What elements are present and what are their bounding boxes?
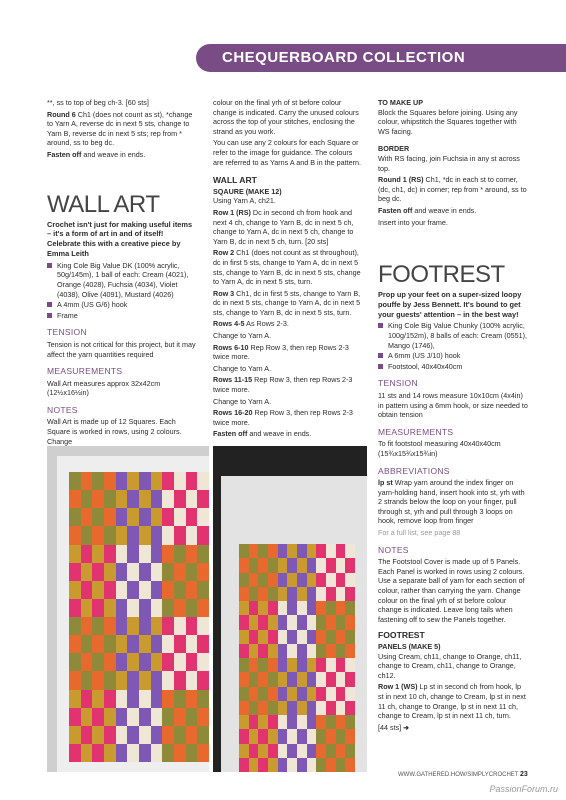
material-item: Footstool, 40x40x40cm (378, 362, 528, 372)
page-footer (398, 771, 548, 778)
footrest-pattern-heading: FOOTREST (378, 630, 425, 641)
column-3-top (378, 98, 528, 229)
footrest-intro: Prop up your feet on a super-sized loopy pouffe by Jess Bennett. It's bound to get your guests' attention – in the best way! (378, 290, 522, 319)
material-item: A 6mm (US J/10) hook (378, 351, 528, 361)
tension-heading: TENSION (47, 327, 87, 338)
pattern-row: Change to Yarn A. (213, 363, 272, 373)
chequerboard-grid (239, 544, 355, 772)
footrest-title: FOOTREST (378, 261, 505, 288)
pattern-row: Fasten off and weave in ends. (213, 429, 312, 439)
material-item: A 4mm (US G/6) hook (47, 300, 197, 310)
insert-text: Insert into your frame. (378, 217, 448, 227)
fasten-off-text: Fasten off and weave in ends. (47, 149, 146, 159)
tension-text: Tension is not critical for this project, but it may affect the yarn quantities required (47, 339, 196, 359)
footer-url: WWW.GATHERED.HOW/SIMPLYCROCHET (398, 772, 519, 778)
border-heading: BORDER (378, 144, 410, 154)
footrest-notes-heading: NOTES (378, 544, 409, 555)
chequerboard-grid (69, 472, 209, 762)
panels-subheading: PANELS (MAKE 5) (378, 642, 441, 652)
measurements-text: Wall Art measures approx 32x42cm (12½x16½in) (47, 378, 161, 398)
materials-list (47, 261, 197, 321)
watermark: PassionForum.ru (489, 784, 558, 794)
panels-row1-end: [44 sts] ➜ (378, 722, 410, 732)
measurements-heading: MEASUREMENTS (47, 366, 123, 377)
footrest-tension: 11 sts and 14 rows measure 10x10cm (4x4in) in pattern using a 6mm hook, or size needed to obtain tension (378, 390, 528, 420)
material-item: King Cole Big Value DK (100% acrylic, 50g/145m), 1 ball of each: Cream (4021), Orange (4028), Fuchsia (4034), Violet (4038), Olive (4091), Mustard (4026) (47, 261, 197, 299)
section-banner: CHEQUERBOARD COLLECTION (196, 44, 566, 72)
column-3-bottom (378, 262, 528, 734)
start-text: Using Yarn A, ch21. (213, 196, 276, 206)
square-subheading: SQAURE (MAKE 12) (213, 186, 282, 196)
notes-cont-2: You can use any 2 colours for each Square or refer to the image for guidance. The colours are referred to as Yarns A and B in the pattern. (213, 138, 361, 167)
pattern-row: Change to Yarn A. (213, 331, 272, 341)
panels-row1: Row 1 (WS) Lp st in second ch from hook, lp st in next 10 ch, change to Cream, lp st in next 11 ch, change to Orange, lp st in next 11 ch, change to Cream, lp st in next 11 ch, turn. (378, 682, 526, 721)
pattern-row: Change to Yarn A. (213, 396, 272, 406)
border-round1: Round 1 (RS) Ch1, *dc in each st to corner, (dc, ch1, dc) in corner; rep from * around, ss to beg dc. (378, 175, 527, 204)
wall-art-title: WALL ART (47, 190, 160, 218)
notes-cont: colour on the final yrh of st before colour change is indicated. Carry the unused colours across the top of your stitches, enclosing the strand as you work. (213, 98, 359, 136)
abbreviations-text: lp st Wrap yarn around the index finger on yarn-holding hand, insert hook into st, yrh with 2 strands below the loop on your finger, pull through st, yrh and pull through 3 loops on hook, remove loop from finger (378, 478, 525, 526)
make-up-text: Block the Squares before joining. Using any colour, whipstitch the Squares together with WS facing. (378, 107, 518, 136)
pattern-heading: WALL ART (213, 175, 257, 186)
pattern-row: Rows 6-10 Rep Row 3, then rep Rows 2-3 twice more. (213, 342, 349, 362)
material-item: Frame (47, 311, 197, 321)
border-fasten: Fasten off and weave in ends. (378, 205, 477, 215)
pattern-row: Row 2 Ch1 (does not count as st throughout), dc in first 5 sts, change to Yarn A, dc in next 5 sts, change to Yarn B, dc in next 5 sts, change to Yarn A, dc in next 5 sts, turn. (213, 248, 361, 287)
abbreviations-more: For a full list, see page 88 (378, 528, 461, 538)
footrest-materials (378, 321, 528, 371)
column-1 (47, 98, 197, 448)
material-item: King Cole Big Value Chunky (100% acrylic, 100g/152m), 8 balls of each: Cream (0551), Mango (1746), (378, 321, 528, 350)
page-number: 23 (520, 771, 528, 778)
column-2 (213, 98, 363, 441)
pattern-row: Rows 16-20 Rep Row 3, then rep Rows 2-3 twice more. (213, 408, 353, 427)
border-text: With RS facing, join Fuchsia in any st across top. (378, 153, 520, 173)
pattern-row: Rows 4-5 As Rows 2-3. (213, 319, 289, 329)
pattern-rows (213, 208, 363, 439)
wall-art-intro: Crochet isn't just for making useful items – it's a form of art in and of itself! Celebrate this with a creative piece by Emma Leith (47, 219, 193, 258)
wall-art-photo-2 (213, 446, 367, 772)
make-up-heading: TO MAKE UP (378, 98, 423, 107)
panels-start: Using Cream, ch11, change to Orange, ch11, change to Cream, ch11, change to Orange, ch12. (378, 651, 522, 680)
footrest-meas: To fit footstool measuring 40x40x40cm (15¾x15¾x15¾in) (378, 439, 501, 458)
pattern-row: Row 1 (RS) Dc in second ch from hook and next 4 ch, change to Yarn B, dc in next 5 ch, change to Yarn A, dc in next 5 ch, change to Yarn B, dc in next 5 ch, turn. [20 sts] (213, 207, 354, 246)
continue-arrow-icon: ➜ (403, 722, 410, 732)
footrest-notes: The Footstool Cover is made up of 5 Panels. Each Panel is worked in rows using 2 colours. Use a separate ball of yarn for each section of colour, rather than carrying the yarn. Change colour on the final yrh of st before colour change is indicated. Leave long tails when fastening off to sew the Panels together. (378, 557, 525, 624)
round5-cont: **, ss to top of beg ch-3. [60 sts] (47, 98, 149, 107)
abbreviations-heading: ABBREVIATIONS (378, 465, 450, 476)
notes-text: Wall Art is made up of 12 Squares. Each Square is worked in rows, using 2 colours. Change (47, 417, 182, 446)
footrest-meas-heading: MEASUREMENTS (378, 426, 454, 437)
pattern-row: Rows 11-15 Rep Row 3, then rep Rows 2-3 twice more. (213, 375, 353, 395)
round6-text: Round 6 Ch1 (does not count as st), *change to Yarn A, reverse dc in next 5 sts, change to Yarn B, reverse dc in next 5 sts; rep from * around, ss to beg dc. (47, 109, 193, 148)
wall-art-photo-1 (47, 446, 209, 772)
footrest-tension-heading: TENSION (378, 378, 418, 389)
notes-heading: NOTES (47, 404, 78, 415)
pattern-row: Row 3 Ch1, dc in first 5 sts, change to Yarn B, dc in next 5 sts, change to Yarn A, dc in next 5 sts, change to Yarn B, dc in next 5 sts, turn. (213, 288, 361, 317)
